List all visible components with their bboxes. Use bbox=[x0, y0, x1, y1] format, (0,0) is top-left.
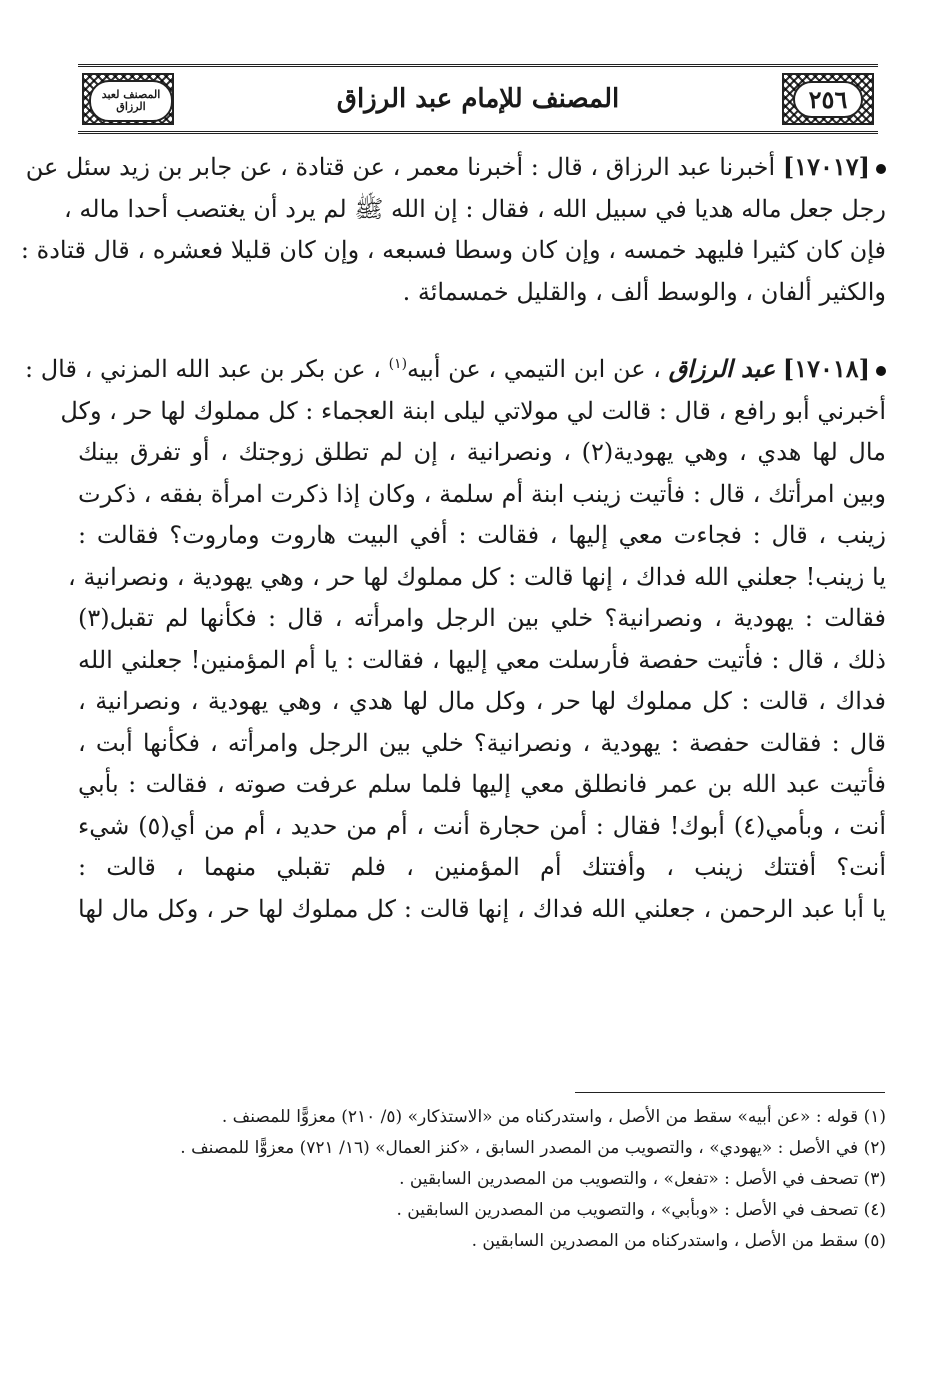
hadith-line bbox=[25, 146, 886, 189]
footnotes bbox=[150, 1102, 886, 1257]
main-text bbox=[20, 146, 887, 942]
hadith-line: أخبرني أبو رافع ، قال : قالت لي مولاتي ليلى ابنة العجماء : كل مملوك لها حر ، وكل bbox=[60, 396, 886, 425]
footnote-3: (٣) تصحف في الأصل : «تفعل» ، والتصويب من المصدرين السابقين . bbox=[399, 1169, 886, 1189]
page-number-box bbox=[782, 73, 874, 125]
hadith-17017 bbox=[20, 146, 886, 336]
seal-text: المصنف لعبد الرزاق bbox=[101, 88, 161, 113]
footnote-4: (٤) تصحف في الأصل : «وبأبي» ، والتصويب من المصدرين السابقين . bbox=[396, 1200, 886, 1220]
hadith-line: فقالت : يهودية ، ونصرانية؟ خلي بين الرجل وامرأته ، قال : فكأنها لم تقبل(٣) bbox=[78, 604, 886, 632]
hadith-text: أخبرنا عبد الرزاق ، قال : أخبرنا معمر ، عن قتادة ، عن جابر بن زيد سئل عن bbox=[25, 153, 776, 181]
footnote-divider bbox=[575, 1092, 885, 1093]
footnote-5: (٥) سقط من الأصل ، واستدركناه من المصدرين السابقين . bbox=[471, 1231, 886, 1251]
hadith-line: أنت؟ أفتتك زينب ، وأفتتك أم المؤمنين ، فلم تقبلي منهما ، قالت : bbox=[78, 853, 886, 881]
narrator-name: عبد الرزاق bbox=[668, 354, 776, 383]
hadith-text: ، عن بكر بن عبد الله المزني ، قال : bbox=[25, 355, 381, 383]
hadith-line: قال : فقالت حفصة : يهودية ، ونصرانية؟ خلي بين الرجل وامرأته ، فكأنها أبت ، bbox=[78, 728, 886, 757]
hadith-17018 bbox=[25, 348, 887, 930]
page-number: ٢٥٦ bbox=[793, 81, 864, 118]
hadith-line: والكثير ألفان ، والوسط ألف ، والقليل خمسمائة . bbox=[402, 277, 886, 306]
hadith-line: رجل جعل ماله هديا في سبيل الله ، فقال : إن الله ﷺ لم يرد أن يغتصب أحدا ماله ، bbox=[64, 194, 886, 223]
hadith-line: أنت ، وبأمي(٤) أبوك! فقال : أمن حجارة أنت ، أم من حديد ، أم من أي(٥) شيء bbox=[78, 811, 887, 840]
hadith-line: ذلك ، قال : فأتيت حفصة فأرسلت معي إليها ، فقالت : يا أم المؤمنين! جعلني الله bbox=[78, 645, 886, 674]
hadith-number: [١٧٠١٨] bbox=[782, 354, 870, 383]
hadith-line: فأتيت عبد الله بن عمر فانطلق معي إليها فلما سلم عرفت صوته ، فقالت : بأبي bbox=[78, 770, 886, 798]
hadith-line bbox=[25, 348, 886, 391]
footnote-2: (٢) في الأصل : «يهودي» ، والتصويب من المصدر السابق ، «كنز العمال» (١٦/ ٧٢١) معزوًّا للمصنف . bbox=[180, 1138, 886, 1158]
running-title: المصنف للإمام عبد الرزاق bbox=[336, 84, 620, 114]
hadith-line: مال لها هدي ، وهي يهودية(٢) ، ونصرانية ، إن لم تطلق زوجتك ، أو تفرق بينك bbox=[78, 438, 886, 466]
hadith-text: ، عن ابن التيمي ، عن أبيه bbox=[407, 355, 661, 383]
hadith-line: فإن كان كثيرا فليهد خمسه ، وإن كان وسطا فسبعه ، وإن كان قليلا فعشره ، قال قتادة : bbox=[20, 236, 886, 264]
footnote-1: (١) قوله : «عن أبيه» سقط من الأصل ، واستدركناه من «الاستذكار» (٥/ ٢١٠) معزوًّا للمصنف . bbox=[221, 1107, 886, 1127]
header-ornament-left bbox=[82, 73, 174, 125]
hadith-line: وبين امرأتك ، قال : فأتيت زينب ابنة أم سلمة ، وكان إذا ذكرت امرأة بفقه ، ذكرت bbox=[78, 479, 887, 508]
bullet-icon bbox=[876, 164, 886, 174]
footnote-ref: (١) bbox=[388, 356, 408, 372]
hadith-line: يا زينب! جعلني الله فداك ، إنها قالت : كل مملوك لها حر ، وهي يهودية ، ونصرانية ، bbox=[67, 562, 886, 591]
book-seal bbox=[89, 80, 173, 122]
bullet-icon bbox=[876, 366, 886, 376]
hadith-line: فداك ، قالت : كل مملوك لها حر ، وكل مال لها هدي ، وهي يهودية ، ونصرانية ، bbox=[78, 687, 886, 715]
hadith-line: يا أبا عبد الرحمن ، جعلني الله فداك ، إنها قالت : كل مملوك لها حر ، وكل مال لها bbox=[78, 894, 886, 923]
page-header bbox=[78, 64, 878, 134]
hadith-line: زينب ، قال : فجاءت معي إليها ، فقالت : أفي البيت هاروت وماروت؟ فقالت : bbox=[78, 521, 886, 549]
hadith-number: [١٧٠١٧] bbox=[782, 152, 870, 181]
